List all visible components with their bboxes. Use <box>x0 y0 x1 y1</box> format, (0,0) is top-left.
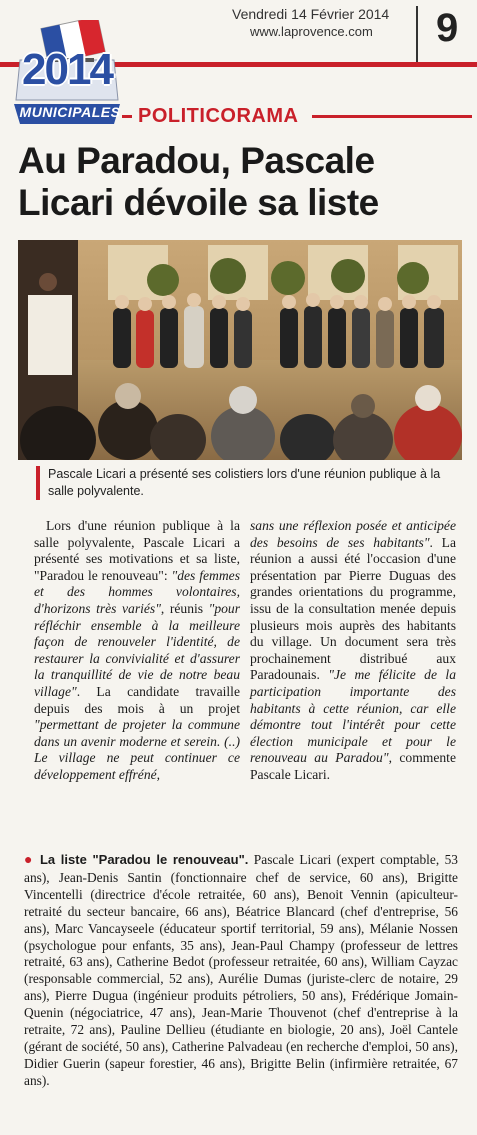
photo-frame <box>18 240 462 460</box>
logo-subtitle: MUNICIPALES <box>19 104 121 120</box>
candidate-list <box>24 852 458 1090</box>
municipales-logo <box>14 20 120 134</box>
issue-date: Vendredi 14 Février 2014 <box>232 6 390 22</box>
photo-caption: Pascale Licari a présenté ses colistiers lors d'une réunion publique à la salle polyvalente. <box>48 467 441 498</box>
article-column-right <box>250 518 456 784</box>
page-number: 9 <box>436 6 459 50</box>
article-text: , réunis <box>160 600 209 616</box>
website-url: www.laprovence.com <box>250 24 373 39</box>
article-quote: "Je me félicite de la participation importante des habitants à cette réunion, car elle démontre tout l'intérêt pour cette élection municipale et pour le renouveau au Paradou" <box>250 667 457 766</box>
headline: Au Paradou, Pascale Licari dévoile sa liste <box>18 140 379 223</box>
article-photo <box>18 240 462 460</box>
rubric-label: POLITICORAMA <box>138 105 299 127</box>
header-divider <box>416 6 418 62</box>
article-quote: "des femmes et des hommes volontaires, d'horizons très variés" <box>34 567 240 616</box>
list-body: Pascale Licari (expert comptable, 53 ans), Jean-Denis Santin (fonctionnaire chef de service, 60 ans), Brigitte Vincentelli (directrice d'école retraitée, 60 ans), Benoit Vennin (apiculteur-retraité du secteur bancaire, 66 ans), Béatrice Blancard (chef d'entreprise, 56 ans), Marc Vancayseele (éducateur sportif territorial, 59 ans), Mélanie Nossen (psychologue pour enfants, 35 ans), Jean-Paul Champy (professeur de lettres retraité, 63 ans), Catherine Bedot (professeur retraitée, 60 ans), William Cayzac (responsable commercial, 52 ans), Aurélie Dumas (juriste-clerc de notaire, 29 ans), Pierre Dugua (ingénieur produits pétroliers, 50 ans), Frédérique Jomain-Quenin (négociatrice, 47 ans), Jean-Marie Thouvenot (chef d'entreprise à la retraite, 72 ans), Pauline Dellieu (étudiante en biologie, 20 ans), Joël Cantele (gérant de société, 50 ans), Catherine Palvadeau (en recherche d'emploi, 50 ans), Didier Guerin (sapeur forestier, 46 ans), Brigitte Belin (infirmière retraitée, 67 ans). <box>24 852 458 1088</box>
article-column-left <box>34 518 240 784</box>
logo-year: 2014 <box>22 45 112 94</box>
article-quote: sans une réflexion posée et anticipée des besoins de ses habitants" <box>250 518 456 550</box>
list-title: La liste "Paradou le renouveau". <box>39 852 249 867</box>
article-quote: "permettant de projeter la commune dans un avenir moderne et serein. (..) Le village ne peut continuer ce développement effréné, <box>34 717 240 782</box>
caption-accent <box>36 466 40 500</box>
rubric-rule-right <box>312 115 472 118</box>
article-text: . La candidate travaille depuis des mois à un projet <box>34 683 240 716</box>
bullet-icon: ● <box>24 853 35 868</box>
rubric-rule-left <box>122 115 132 118</box>
article-text: Lors d'une réunion publique à la salle polyvalente, Pascale Licari a présenté ses motivations et sa liste, "Paradou le renouveau": <box>34 518 240 583</box>
article-quote: "pour réfléchir ensemble à la meilleure façon de renouveler l'identité, de restaurer la convivialité et d'assurer la tranquillité de vie de notre beau village" <box>34 600 240 699</box>
article-text: . La réunion a aussi été l'occasion d'une présentation par Pierre Duguas des grandes orientations du programme, issu de la consultation menée depuis plusieurs mois auprès des habitants du village. Un document sera très prochainement distribué aux Paradounais. <box>250 534 456 683</box>
article-text: , commente Pascale Licari. <box>250 750 456 782</box>
meeting-photo-image <box>18 240 462 460</box>
